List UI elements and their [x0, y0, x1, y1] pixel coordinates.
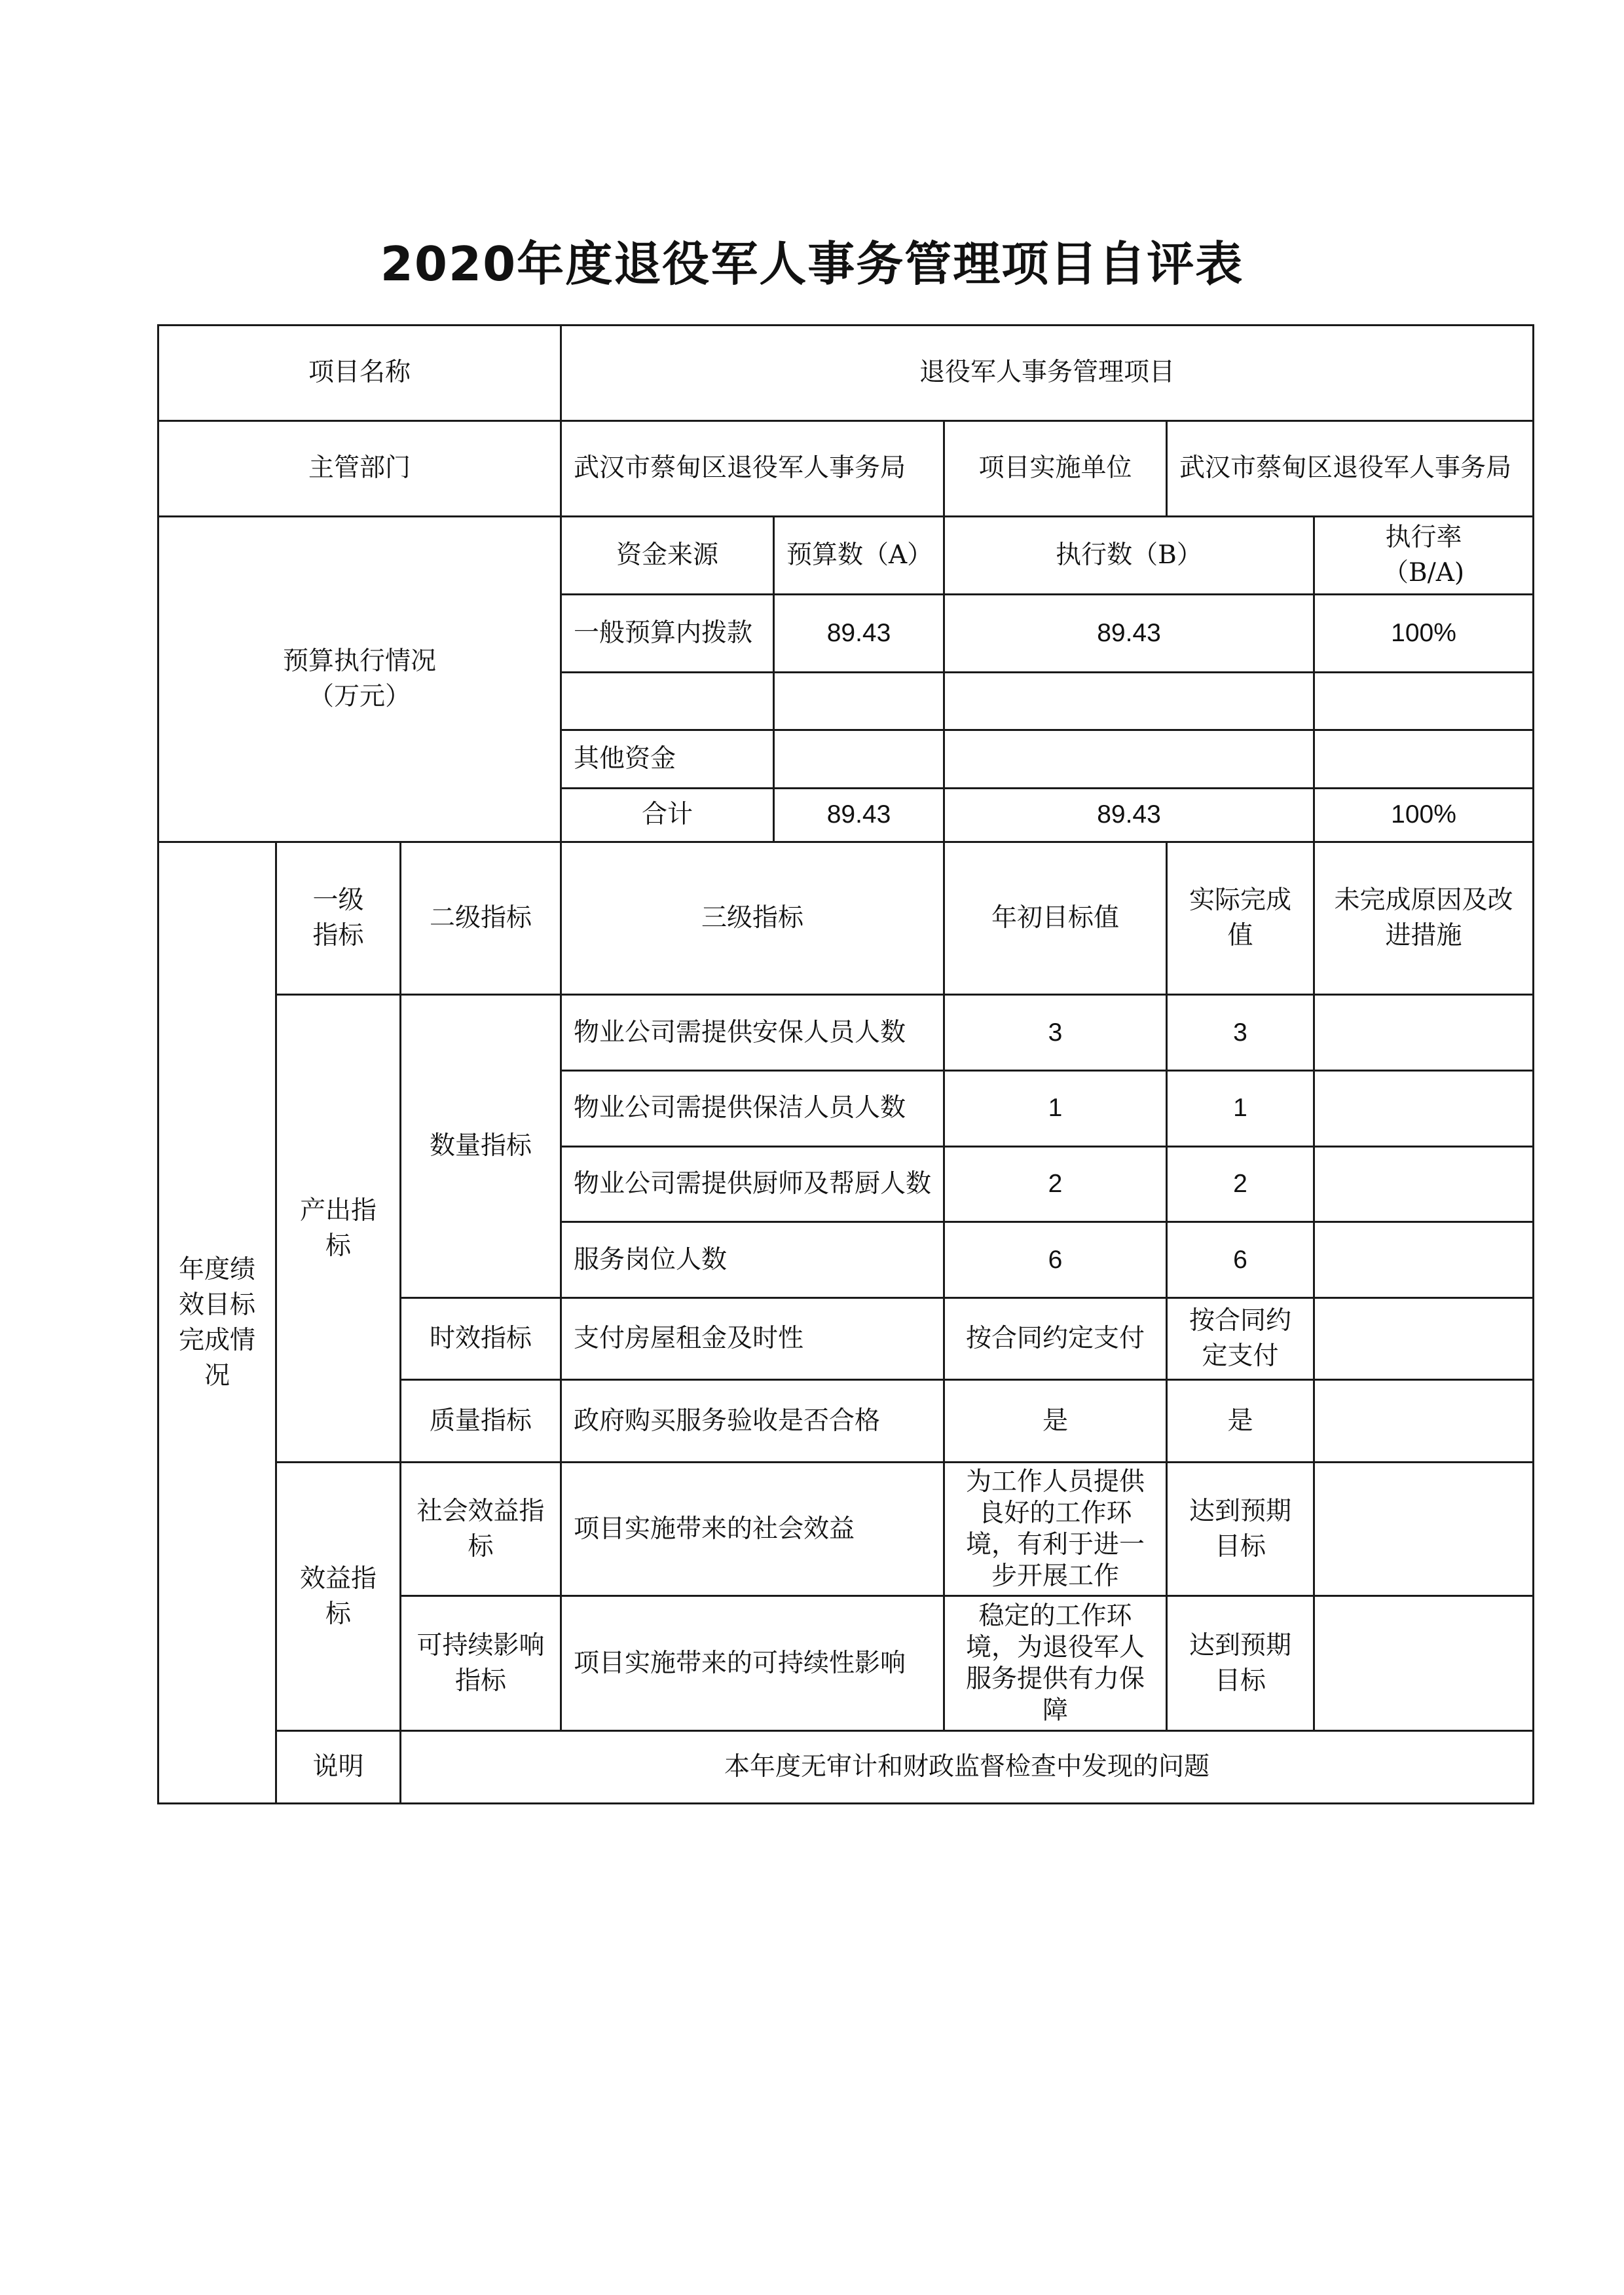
note-label: 说明 [276, 1731, 401, 1804]
level3-indicator: 项目实施带来的社会效益 [561, 1463, 944, 1596]
note-value: 本年度无审计和财政监督检查中发现的问题 [401, 1731, 1534, 1804]
target-value: 按合同约定支付 [944, 1297, 1167, 1380]
level3-indicator: 项目实施带来的可持续性影响 [561, 1596, 944, 1731]
header-level1: 一级 指标 [276, 842, 401, 995]
quality-indicator-label: 质量指标 [401, 1380, 561, 1463]
total-rate: 100% [1314, 788, 1534, 842]
target-value: 6 [944, 1222, 1167, 1298]
total-label: 合计 [561, 788, 774, 842]
actual-value: 按合同约定支付 [1167, 1297, 1314, 1380]
execution-rate [1314, 672, 1534, 730]
reason-value [1314, 1146, 1534, 1222]
budget-section-label: 预算执行情况 （万元） [158, 516, 561, 842]
department-row [158, 420, 1534, 516]
project-name-row [158, 326, 1534, 421]
actual-value: 1 [1167, 1071, 1314, 1147]
unit-value: 武汉市蔡甸区退役军人事务局 [1167, 420, 1534, 516]
indicator-row [158, 1463, 1534, 1596]
quantity-indicator-label: 数量指标 [401, 995, 561, 1297]
target-value: 为工作人员提供良好的工作环境，有利于进一步开展工作 [944, 1463, 1167, 1596]
level3-indicator: 物业公司需提供保洁人员人数 [561, 1071, 944, 1147]
output-indicator-label: 产出指标 [276, 995, 401, 1463]
budget-header-row [158, 516, 1534, 595]
target-value: 稳定的工作环境，为退役军人服务提供有力保障 [944, 1596, 1167, 1731]
project-name-label: 项目名称 [158, 326, 561, 421]
budget-header-executed: 执行数（B） [944, 516, 1314, 595]
reason-value [1314, 1463, 1534, 1596]
actual-value: 达到预期目标 [1167, 1596, 1314, 1731]
project-name-value: 退役军人事务管理项目 [561, 326, 1534, 421]
executed-amount: 89.43 [944, 595, 1314, 673]
budget-amount: 89.43 [774, 595, 944, 673]
note-row [158, 1731, 1534, 1804]
reason-value [1314, 995, 1534, 1071]
total-executed: 89.43 [944, 788, 1314, 842]
budget-source: 其他资金 [561, 730, 774, 788]
dept-label: 主管部门 [158, 420, 561, 516]
actual-value: 2 [1167, 1146, 1314, 1222]
actual-value: 3 [1167, 995, 1314, 1071]
indicator-row [158, 995, 1534, 1071]
reason-value [1314, 1596, 1534, 1731]
performance-section-label: 年度绩效目标完成情况 [158, 842, 276, 1804]
target-value: 1 [944, 1071, 1167, 1147]
header-actual: 实际完成值 [1167, 842, 1314, 995]
budget-amount [774, 730, 944, 788]
benefit-indicator-label: 效益指标 [276, 1463, 401, 1731]
target-value: 是 [944, 1380, 1167, 1463]
reason-value [1314, 1222, 1534, 1298]
reason-value [1314, 1297, 1534, 1380]
page-title: 2020年度退役军人事务管理项目自评表 [380, 236, 1244, 291]
budget-source: 一般预算内拨款 [561, 595, 774, 673]
header-reason: 未完成原因及改进措施 [1314, 842, 1534, 995]
target-value: 3 [944, 995, 1167, 1071]
unit-label: 项目实施单位 [944, 420, 1167, 516]
header-level3: 三级指标 [561, 842, 944, 995]
actual-value: 是 [1167, 1380, 1314, 1463]
actual-value: 6 [1167, 1222, 1314, 1298]
level3-indicator: 政府购买服务验收是否合格 [561, 1380, 944, 1463]
budget-amount [774, 672, 944, 730]
actual-value: 达到预期目标 [1167, 1463, 1314, 1596]
executed-amount [944, 672, 1314, 730]
executed-amount [944, 730, 1314, 788]
budget-header-source: 资金来源 [561, 516, 774, 595]
header-target: 年初目标值 [944, 842, 1167, 995]
self-evaluation-table [157, 324, 1534, 1804]
social-indicator-label: 社会效益指标 [401, 1463, 561, 1596]
level3-indicator: 物业公司需提供厨师及帮厨人数 [561, 1146, 944, 1222]
dept-value: 武汉市蔡甸区退役军人事务局 [561, 420, 944, 516]
execution-rate [1314, 730, 1534, 788]
total-budget: 89.43 [774, 788, 944, 842]
budget-source [561, 672, 774, 730]
reason-value [1314, 1380, 1534, 1463]
execution-rate: 100% [1314, 595, 1534, 673]
budget-header-rate: 执行率 （B/A) [1314, 516, 1534, 595]
target-value: 2 [944, 1146, 1167, 1222]
header-level2: 二级指标 [401, 842, 561, 995]
sustainability-indicator-label: 可持续影响 指标 [401, 1596, 561, 1731]
level3-indicator: 服务岗位人数 [561, 1222, 944, 1298]
timeliness-indicator-label: 时效指标 [401, 1297, 561, 1380]
budget-header-budget: 预算数（A） [774, 516, 944, 595]
level3-indicator: 支付房屋租金及时性 [561, 1297, 944, 1380]
level3-indicator: 物业公司需提供安保人员人数 [561, 995, 944, 1071]
performance-header-row [158, 842, 1534, 995]
reason-value [1314, 1071, 1534, 1147]
